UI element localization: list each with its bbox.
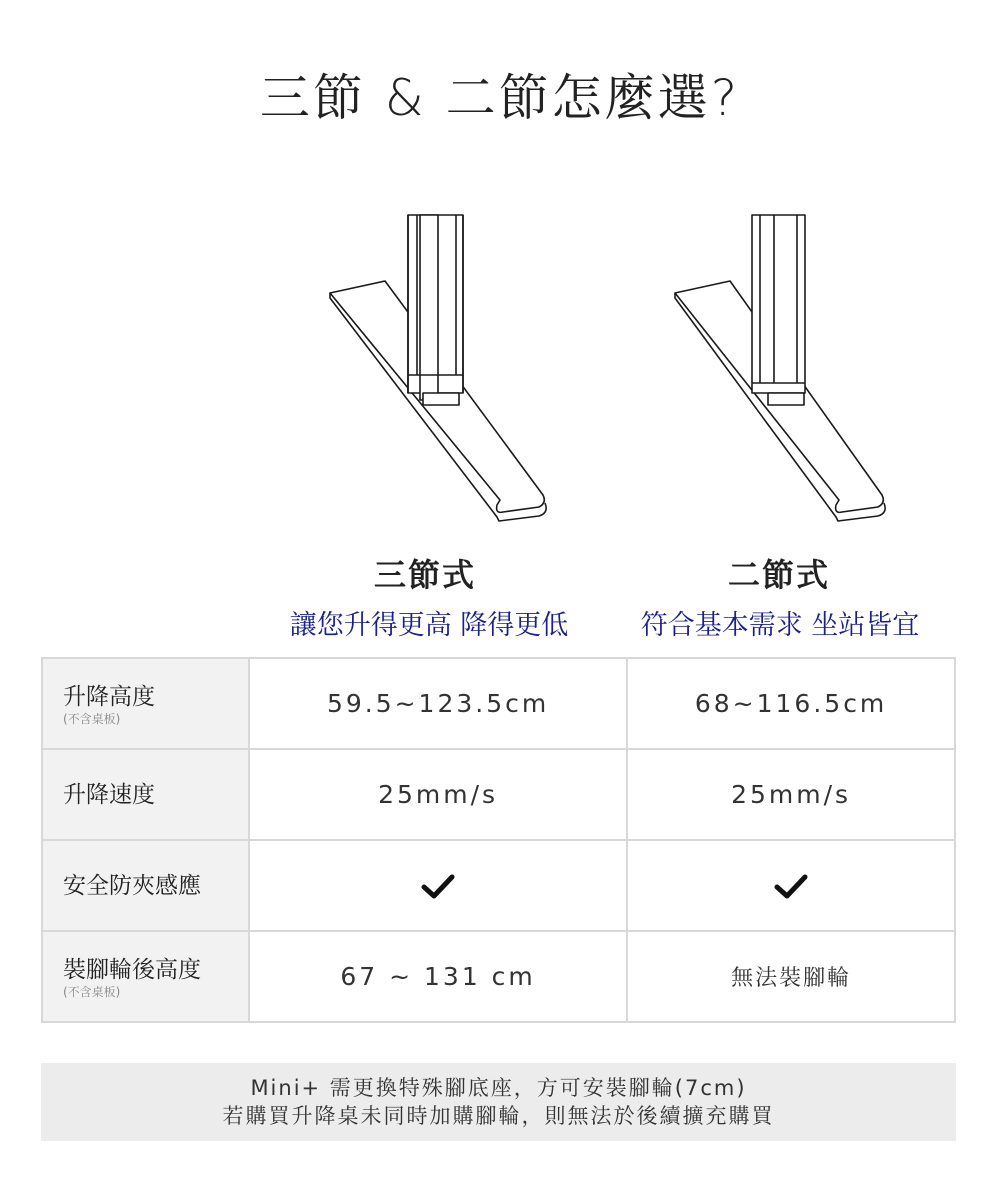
row-label: 升降速度	[63, 781, 155, 808]
row-label: 裝腳輪後高度	[63, 956, 201, 983]
row-header	[42, 840, 249, 931]
check-icon	[774, 873, 808, 901]
page-title: 三節 & 二節怎麼選?	[259, 69, 741, 127]
table-row	[42, 658, 955, 749]
two-stage-title: 二節式	[727, 556, 830, 594]
notice-line-2: 若購買升降桌未同時加購腳輪，則無法於後續擴充購買	[222, 1104, 775, 1128]
notice-box	[41, 1063, 956, 1141]
three-stage-tagline: 讓您升得更高 降得更低	[289, 610, 569, 641]
row-label: 升降高度	[63, 683, 155, 710]
two-stage-value: 無法裝腳輪	[627, 931, 955, 1022]
table-row	[42, 840, 955, 931]
table-row	[42, 749, 955, 840]
three-stage-leg-illustration	[325, 205, 555, 530]
check-icon	[421, 873, 455, 901]
table-row	[42, 931, 955, 1022]
two-stage-value: 68~116.5cm	[627, 658, 955, 749]
row-header	[42, 749, 249, 840]
three-stage-value: 67 ~ 131 cm	[249, 931, 627, 1022]
row-header	[42, 658, 249, 749]
three-stage-value: 59.5~123.5cm	[249, 658, 627, 749]
three-stage-value: 25mm/s	[249, 749, 627, 840]
two-stage-leg-illustration	[670, 205, 900, 530]
notice-line-1: Mini+ 需更換特殊腳底座，方可安裝腳輪(7cm)	[250, 1076, 747, 1100]
row-header	[42, 931, 249, 1022]
row-note: (不含桌板)	[63, 984, 121, 999]
two-stage-tagline: 符合基本需求 坐站皆宜	[640, 610, 920, 641]
row-label: 安全防夾感應	[63, 872, 201, 899]
two-stage-value	[627, 840, 955, 931]
leg-illustrations	[0, 205, 1000, 535]
spec-comparison-table	[41, 657, 956, 1023]
three-stage-title: 三節式	[373, 556, 476, 594]
row-note: (不含桌板)	[63, 711, 121, 726]
three-stage-value	[249, 840, 627, 931]
two-stage-value: 25mm/s	[627, 749, 955, 840]
